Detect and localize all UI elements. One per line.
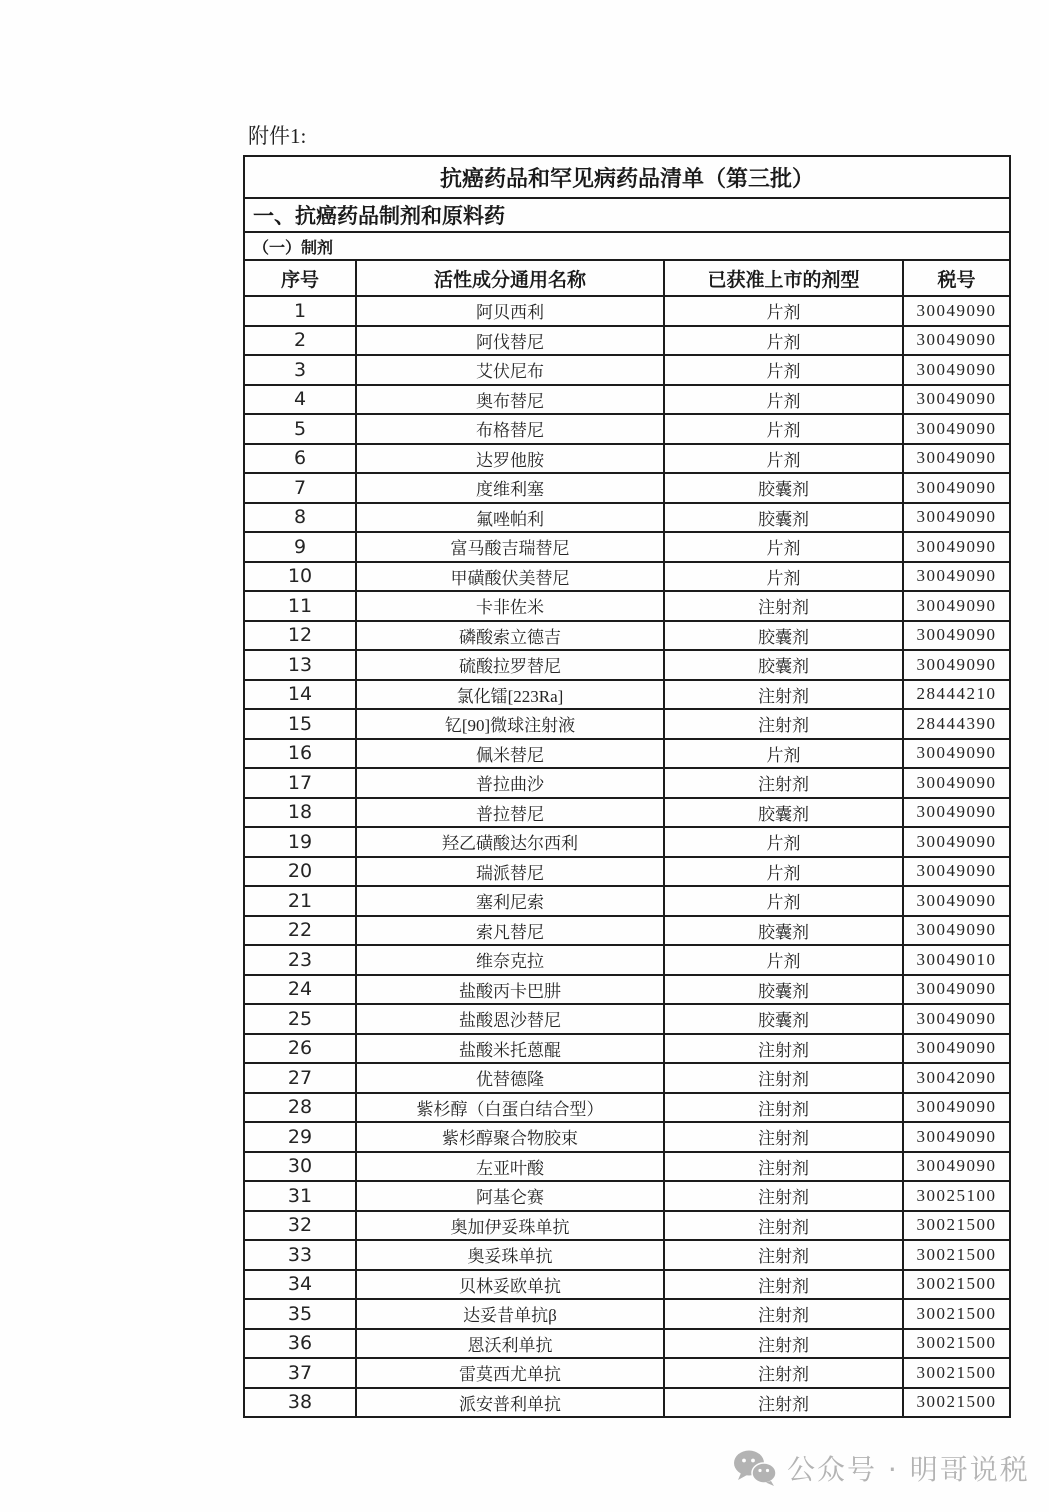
row-tax-cell: 30049090 [903, 503, 1010, 533]
table-subsection-row [244, 232, 1010, 260]
row-name-cell: 卡非佐米 [356, 591, 664, 621]
row-tax-cell: 30049090 [903, 857, 1010, 887]
row-name-cell: 普拉替尼 [356, 798, 664, 828]
subsection-heading: （一）制剂 [244, 232, 1010, 260]
table-row [244, 739, 1010, 769]
row-name-cell: 盐酸米托蒽醌 [356, 1034, 664, 1064]
row-form-cell: 片剂 [664, 296, 903, 326]
watermark-text: 公众号 · 明哥说税 [787, 1453, 1030, 1486]
table-row [244, 1152, 1010, 1182]
table-row [244, 1122, 1010, 1152]
row-tax-cell: 30049090 [903, 1122, 1010, 1152]
row-form-cell: 片剂 [664, 385, 903, 415]
row-form-cell: 片剂 [664, 562, 903, 592]
row-form-cell: 片剂 [664, 739, 903, 769]
table-title-row [244, 156, 1010, 198]
table-row [244, 1358, 1010, 1388]
row-form-cell: 胶囊剂 [664, 621, 903, 651]
row-name-cell: 奥妥珠单抗 [356, 1240, 664, 1270]
row-form-cell: 注射剂 [664, 1358, 903, 1388]
row-tax-cell: 30049090 [903, 621, 1010, 651]
row-form-cell: 胶囊剂 [664, 503, 903, 533]
row-index-cell: 10 [244, 562, 356, 592]
row-name-cell: 奥布替尼 [356, 385, 664, 415]
row-tax-cell: 30049090 [903, 385, 1010, 415]
row-form-cell: 片剂 [664, 532, 903, 562]
watermark [733, 1448, 1030, 1488]
row-index-cell: 32 [244, 1211, 356, 1241]
row-name-cell: 盐酸丙卡巴肼 [356, 975, 664, 1005]
row-index-cell: 12 [244, 621, 356, 651]
row-form-cell: 片剂 [664, 444, 903, 474]
table-row [244, 503, 1010, 533]
row-form-cell: 胶囊剂 [664, 1004, 903, 1034]
table-row [244, 886, 1010, 916]
row-form-cell: 注射剂 [664, 1211, 903, 1241]
row-name-cell: 优替德隆 [356, 1063, 664, 1093]
table-row [244, 355, 1010, 385]
row-index-cell: 36 [244, 1329, 356, 1359]
table-row [244, 1329, 1010, 1359]
row-name-cell: 雷莫西尤单抗 [356, 1358, 664, 1388]
row-tax-cell: 30021500 [903, 1240, 1010, 1270]
row-name-cell: 布格替尼 [356, 414, 664, 444]
row-index-cell: 3 [244, 355, 356, 385]
row-tax-cell: 30049090 [903, 414, 1010, 444]
row-index-cell: 31 [244, 1181, 356, 1211]
row-tax-cell: 30049090 [903, 886, 1010, 916]
row-index-cell: 14 [244, 680, 356, 710]
row-name-cell: 贝林妥欧单抗 [356, 1270, 664, 1300]
row-form-cell: 片剂 [664, 945, 903, 975]
row-form-cell: 片剂 [664, 886, 903, 916]
table-row [244, 680, 1010, 710]
row-tax-cell: 28444390 [903, 709, 1010, 739]
row-form-cell: 注射剂 [664, 768, 903, 798]
table-row [244, 650, 1010, 680]
table-row [244, 444, 1010, 474]
row-index-cell: 7 [244, 473, 356, 503]
row-form-cell: 注射剂 [664, 1388, 903, 1418]
row-name-cell: 普拉曲沙 [356, 768, 664, 798]
row-index-cell: 28 [244, 1093, 356, 1123]
row-tax-cell: 30049090 [903, 975, 1010, 1005]
row-name-cell: 氟唑帕利 [356, 503, 664, 533]
row-form-cell: 胶囊剂 [664, 473, 903, 503]
row-form-cell: 注射剂 [664, 1181, 903, 1211]
attachment-label: 附件1: [248, 124, 307, 148]
table-row [244, 1063, 1010, 1093]
table-section-row [244, 198, 1010, 232]
row-tax-cell: 30021500 [903, 1211, 1010, 1241]
row-name-cell: 恩沃利单抗 [356, 1329, 664, 1359]
row-index-cell: 22 [244, 916, 356, 946]
row-tax-cell: 30049090 [903, 1004, 1010, 1034]
table-row [244, 621, 1010, 651]
table-row [244, 1093, 1010, 1123]
row-form-cell: 注射剂 [664, 1034, 903, 1064]
row-form-cell: 注射剂 [664, 1240, 903, 1270]
table-row [244, 414, 1010, 444]
row-tax-cell: 30049090 [903, 739, 1010, 769]
table-row [244, 709, 1010, 739]
row-tax-cell: 30049090 [903, 1034, 1010, 1064]
table-row [244, 798, 1010, 828]
table-row [244, 1181, 1010, 1211]
row-name-cell: 派安普利单抗 [356, 1388, 664, 1418]
row-form-cell: 注射剂 [664, 591, 903, 621]
drug-list-table [243, 155, 1011, 1418]
row-name-cell: 塞利尼索 [356, 886, 664, 916]
table-row [244, 1004, 1010, 1034]
row-tax-cell: 30021500 [903, 1329, 1010, 1359]
row-index-cell: 15 [244, 709, 356, 739]
row-tax-cell: 30049090 [903, 827, 1010, 857]
row-index-cell: 25 [244, 1004, 356, 1034]
row-index-cell: 17 [244, 768, 356, 798]
column-header-name: 活性成分通用名称 [356, 260, 664, 296]
row-name-cell: 维奈克拉 [356, 945, 664, 975]
row-index-cell: 30 [244, 1152, 356, 1182]
row-index-cell: 19 [244, 827, 356, 857]
row-form-cell: 注射剂 [664, 1122, 903, 1152]
row-tax-cell: 30049090 [903, 768, 1010, 798]
row-tax-cell: 30021500 [903, 1270, 1010, 1300]
row-name-cell: 钇[90]微球注射液 [356, 709, 664, 739]
row-index-cell: 9 [244, 532, 356, 562]
table-row [244, 532, 1010, 562]
row-name-cell: 阿基仑赛 [356, 1181, 664, 1211]
table-row [244, 591, 1010, 621]
row-form-cell: 注射剂 [664, 709, 903, 739]
row-form-cell: 片剂 [664, 355, 903, 385]
table-row [244, 473, 1010, 503]
row-name-cell: 艾伏尼布 [356, 355, 664, 385]
wechat-icon [733, 1449, 777, 1487]
row-tax-cell: 30049090 [903, 444, 1010, 474]
row-form-cell: 片剂 [664, 414, 903, 444]
row-index-cell: 23 [244, 945, 356, 975]
row-form-cell: 胶囊剂 [664, 975, 903, 1005]
row-form-cell: 胶囊剂 [664, 650, 903, 680]
row-tax-cell: 30049090 [903, 296, 1010, 326]
row-tax-cell: 30021500 [903, 1358, 1010, 1388]
table-body [244, 296, 1010, 1417]
row-name-cell: 佩米替尼 [356, 739, 664, 769]
table-row [244, 296, 1010, 326]
row-name-cell: 紫杉醇聚合物胶束 [356, 1122, 664, 1152]
row-index-cell: 13 [244, 650, 356, 680]
row-index-cell: 4 [244, 385, 356, 415]
row-form-cell: 胶囊剂 [664, 916, 903, 946]
row-index-cell: 11 [244, 591, 356, 621]
row-form-cell: 注射剂 [664, 1329, 903, 1359]
row-name-cell: 瑞派替尼 [356, 857, 664, 887]
row-tax-cell: 30049090 [903, 532, 1010, 562]
row-index-cell: 6 [244, 444, 356, 474]
row-form-cell: 注射剂 [664, 1270, 903, 1300]
row-name-cell: 磷酸索立德吉 [356, 621, 664, 651]
row-index-cell: 37 [244, 1358, 356, 1388]
row-tax-cell: 30049090 [903, 916, 1010, 946]
row-index-cell: 38 [244, 1388, 356, 1418]
row-tax-cell: 30042090 [903, 1063, 1010, 1093]
table-row [244, 1034, 1010, 1064]
row-name-cell: 阿伐替尼 [356, 326, 664, 356]
table-row [244, 768, 1010, 798]
table-row [244, 857, 1010, 887]
row-tax-cell: 30049090 [903, 473, 1010, 503]
row-index-cell: 33 [244, 1240, 356, 1270]
row-form-cell: 片剂 [664, 857, 903, 887]
row-form-cell: 注射剂 [664, 680, 903, 710]
row-tax-cell: 30021500 [903, 1388, 1010, 1418]
row-name-cell: 达罗他胺 [356, 444, 664, 474]
row-tax-cell: 30049090 [903, 591, 1010, 621]
table-row [244, 975, 1010, 1005]
row-index-cell: 35 [244, 1299, 356, 1329]
table-row [244, 385, 1010, 415]
row-tax-cell: 30025100 [903, 1181, 1010, 1211]
table-row [244, 916, 1010, 946]
row-name-cell: 富马酸吉瑞替尼 [356, 532, 664, 562]
column-header-tax: 税号 [903, 260, 1010, 296]
table-title: 抗癌药品和罕见病药品清单（第三批） [244, 156, 1010, 198]
table-row [244, 1211, 1010, 1241]
row-tax-cell: 30049090 [903, 798, 1010, 828]
row-name-cell: 索凡替尼 [356, 916, 664, 946]
table-row [244, 827, 1010, 857]
row-name-cell: 奥加伊妥珠单抗 [356, 1211, 664, 1241]
row-index-cell: 26 [244, 1034, 356, 1064]
table-row [244, 562, 1010, 592]
row-tax-cell: 30049090 [903, 1152, 1010, 1182]
table-row [244, 1299, 1010, 1329]
table-row [244, 1270, 1010, 1300]
row-tax-cell: 30049090 [903, 326, 1010, 356]
row-form-cell: 片剂 [664, 326, 903, 356]
row-name-cell: 硫酸拉罗替尼 [356, 650, 664, 680]
table-row [244, 1240, 1010, 1270]
row-tax-cell: 30049090 [903, 650, 1010, 680]
row-index-cell: 2 [244, 326, 356, 356]
row-name-cell: 盐酸恩沙替尼 [356, 1004, 664, 1034]
row-index-cell: 16 [244, 739, 356, 769]
row-index-cell: 21 [244, 886, 356, 916]
row-tax-cell: 28444210 [903, 680, 1010, 710]
column-header-form: 已获准上市的剂型 [664, 260, 903, 296]
row-index-cell: 29 [244, 1122, 356, 1152]
row-tax-cell: 30049090 [903, 355, 1010, 385]
row-index-cell: 27 [244, 1063, 356, 1093]
row-name-cell: 紫杉醇（白蛋白结合型） [356, 1093, 664, 1123]
row-tax-cell: 30049090 [903, 1093, 1010, 1123]
row-form-cell: 片剂 [664, 827, 903, 857]
row-form-cell: 胶囊剂 [664, 798, 903, 828]
row-index-cell: 8 [244, 503, 356, 533]
row-form-cell: 注射剂 [664, 1063, 903, 1093]
row-index-cell: 20 [244, 857, 356, 887]
row-index-cell: 34 [244, 1270, 356, 1300]
row-name-cell: 达妥昔单抗β [356, 1299, 664, 1329]
table-row [244, 326, 1010, 356]
row-index-cell: 24 [244, 975, 356, 1005]
table-header-row [244, 260, 1010, 296]
row-name-cell: 甲磺酸伏美替尼 [356, 562, 664, 592]
row-name-cell: 羟乙磺酸达尔西利 [356, 827, 664, 857]
row-form-cell: 注射剂 [664, 1152, 903, 1182]
row-tax-cell: 30049010 [903, 945, 1010, 975]
row-index-cell: 1 [244, 296, 356, 326]
row-name-cell: 阿贝西利 [356, 296, 664, 326]
row-name-cell: 左亚叶酸 [356, 1152, 664, 1182]
column-header-index: 序号 [244, 260, 356, 296]
row-form-cell: 注射剂 [664, 1093, 903, 1123]
row-form-cell: 注射剂 [664, 1299, 903, 1329]
table-row [244, 945, 1010, 975]
row-name-cell: 氯化镭[223Ra] [356, 680, 664, 710]
row-name-cell: 度维利塞 [356, 473, 664, 503]
row-tax-cell: 30049090 [903, 562, 1010, 592]
section-heading: 一、抗癌药品制剂和原料药 [244, 198, 1010, 232]
row-index-cell: 18 [244, 798, 356, 828]
row-index-cell: 5 [244, 414, 356, 444]
table-row [244, 1388, 1010, 1418]
row-tax-cell: 30021500 [903, 1299, 1010, 1329]
